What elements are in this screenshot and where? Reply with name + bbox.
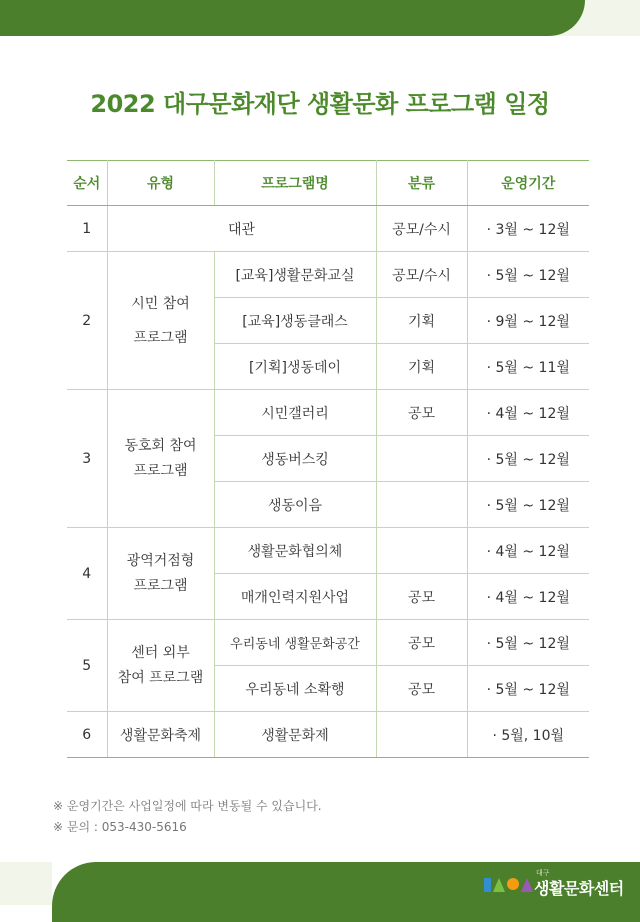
program-period: · 5월 ~ 11월 — [467, 344, 589, 390]
logo-name: 생활문화센터 — [534, 879, 624, 898]
program-name: 우리동네 생활문화공간 — [214, 620, 376, 666]
bottom-band — [0, 862, 52, 905]
row-number: 4 — [67, 528, 107, 620]
footnote-schedule-change: ※ 운영기간은 사업일정에 따라 변동될 수 있습니다. — [53, 799, 322, 813]
header-type: 유형 — [107, 161, 214, 206]
row-number: 2 — [67, 252, 107, 390]
program-category — [376, 482, 467, 528]
table-row — [67, 206, 589, 252]
program-category: 공모 — [376, 574, 467, 620]
top-decorative-bar — [0, 0, 585, 36]
footnote-contact: ※ 문의 : 053-430-5616 — [53, 820, 187, 834]
program-category: 기획 — [376, 344, 467, 390]
program-period: · 3월 ~ 12월 — [467, 206, 589, 252]
header-order: 순서 — [67, 161, 107, 206]
program-type: 생활문화축제 — [107, 712, 214, 758]
row-number: 1 — [67, 206, 107, 252]
program-name: 우리동네 소확행 — [214, 666, 376, 712]
program-type-line: 센터 외부 — [131, 644, 190, 661]
program-type-line: 프로그램 — [133, 462, 188, 479]
program-name: [교육]생활문화교실 — [214, 252, 376, 298]
program-period: · 5월 ~ 12월 — [467, 620, 589, 666]
program-name: 생활문화협의체 — [214, 528, 376, 574]
program-type — [107, 528, 214, 620]
program-name: 생활문화제 — [214, 712, 376, 758]
program-period: · 4월 ~ 12월 — [467, 528, 589, 574]
program-period: · 5월 ~ 12월 — [467, 666, 589, 712]
table-row — [67, 712, 589, 758]
program-period: · 4월 ~ 12월 — [467, 574, 589, 620]
program-type-line: 참여 프로그램 — [117, 669, 204, 686]
table-row — [67, 528, 589, 574]
table-header-row — [67, 161, 589, 206]
program-name: 시민갤러리 — [214, 390, 376, 436]
logo-mark-icon — [482, 874, 534, 894]
program-period: · 5월 ~ 12월 — [467, 436, 589, 482]
program-type — [107, 252, 214, 390]
row-number: 5 — [67, 620, 107, 712]
table-row — [67, 620, 589, 666]
table-row — [67, 390, 589, 436]
program-schedule-table — [67, 160, 589, 758]
program-type-line: 시민 참여 — [131, 295, 190, 312]
header-program-name: 프로그램명 — [214, 161, 376, 206]
program-type — [107, 390, 214, 528]
program-type-line: 광역거점형 — [126, 552, 195, 569]
program-period: · 5월 ~ 12월 — [467, 482, 589, 528]
program-type-line: 동호회 참여 — [124, 437, 197, 454]
page-title: 2022 대구문화재단 생활문화 프로그램 일정 — [90, 90, 550, 118]
program-category: 공모/수시 — [376, 252, 467, 298]
program-name: [교육]생동클래스 — [214, 298, 376, 344]
program-category — [376, 712, 467, 758]
table-row — [67, 252, 589, 298]
program-category: 기획 — [376, 298, 467, 344]
footnotes — [53, 796, 322, 838]
program-category: 공모/수시 — [376, 206, 467, 252]
row-number: 3 — [67, 390, 107, 528]
program-category: 공모 — [376, 390, 467, 436]
program-category — [376, 436, 467, 482]
program-name: 생동버스킹 — [214, 436, 376, 482]
program-type — [107, 620, 214, 712]
logo — [482, 866, 632, 900]
row-number: 6 — [67, 712, 107, 758]
program-name: 생동이음 — [214, 482, 376, 528]
program-category: 공모 — [376, 620, 467, 666]
program-name: 매개인력지원사업 — [214, 574, 376, 620]
program-name: 대관 — [107, 206, 376, 252]
program-period: · 9월 ~ 12월 — [467, 298, 589, 344]
header-period: 운영기간 — [467, 161, 589, 206]
program-period: · 5월 ~ 12월 — [467, 252, 589, 298]
program-category: 공모 — [376, 666, 467, 712]
program-category — [376, 528, 467, 574]
program-period: · 4월 ~ 12월 — [467, 390, 589, 436]
logo-city-text: 대구 — [536, 869, 550, 877]
program-type-line: 프로그램 — [133, 329, 188, 346]
header-category: 분류 — [376, 161, 467, 206]
program-period: · 5월, 10월 — [467, 712, 589, 758]
program-name: [기획]생동데이 — [214, 344, 376, 390]
program-type-line: 프로그램 — [133, 577, 188, 594]
